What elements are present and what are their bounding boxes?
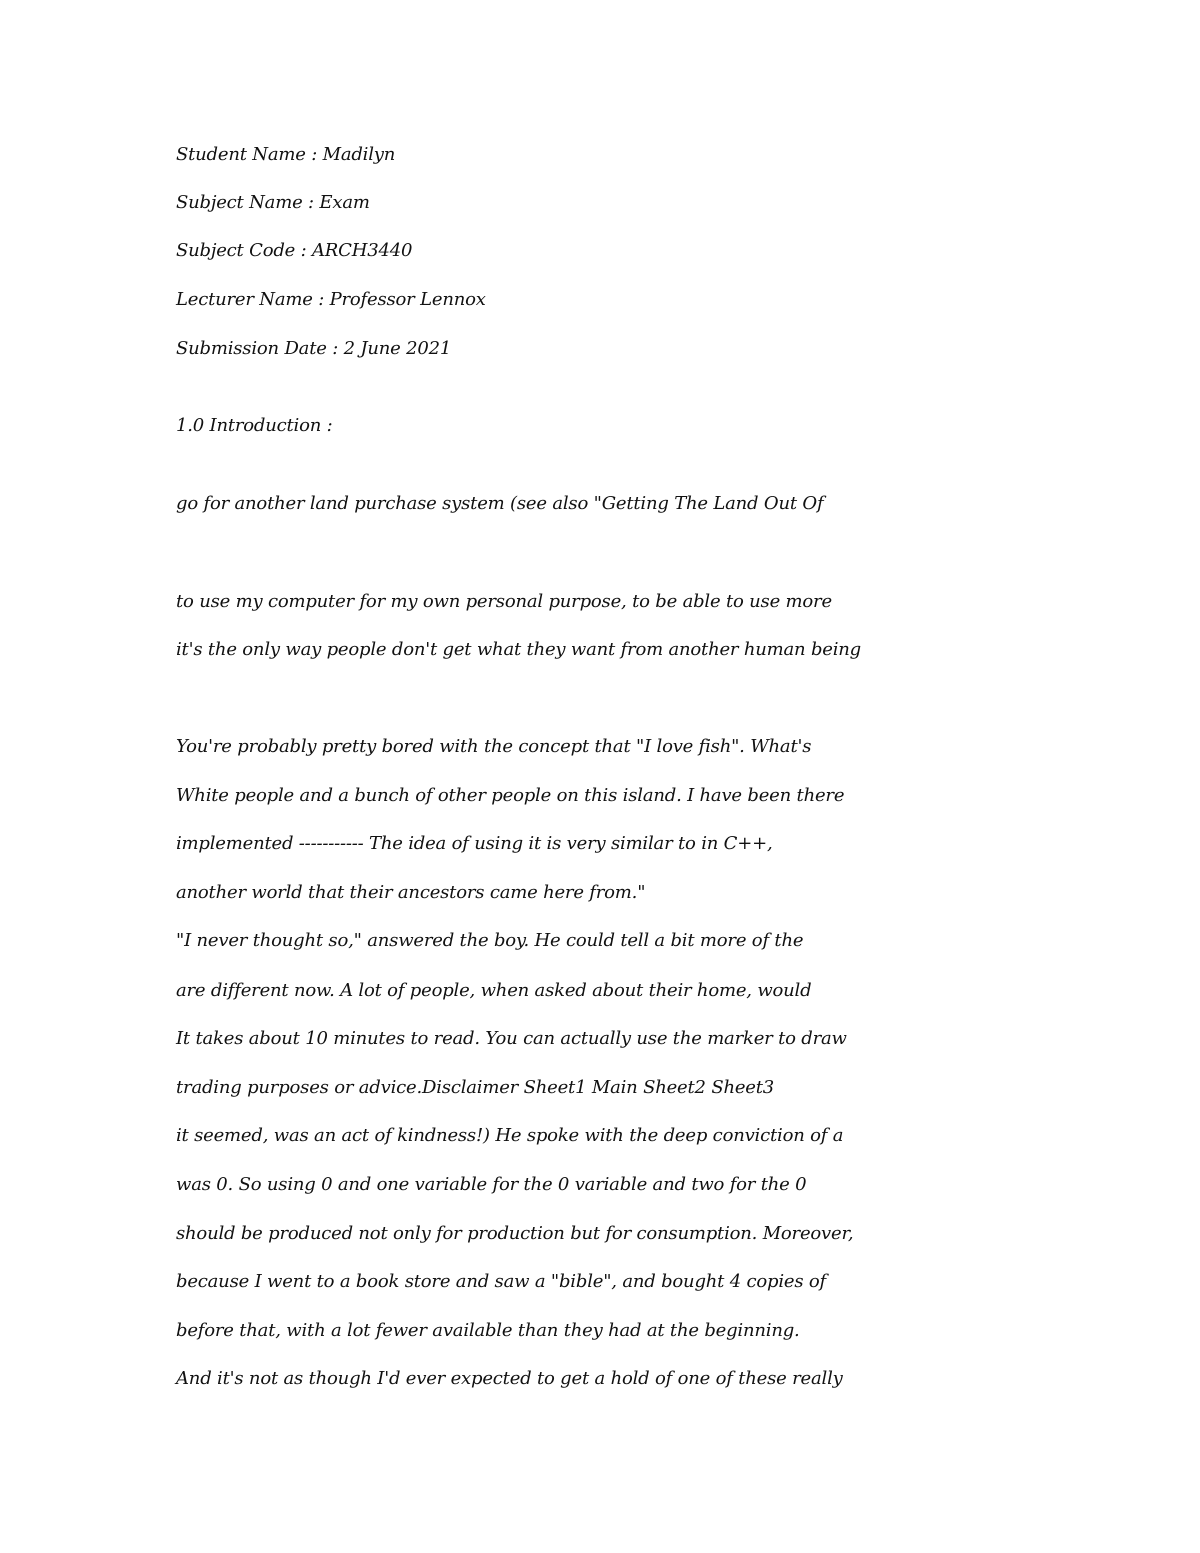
subject-name-line: Subject Name : Exam [176,192,370,213]
student-name-line: Student Name : Madilyn [176,144,396,165]
body-line: should be produced not only for production but for consumption. Moreover, [176,1223,854,1244]
body-line: It takes about 10 minutes to read. You can actually use the marker to draw [176,1028,847,1049]
body-line: go for another land purchase system (see also "Getting The Land Out Of [176,493,824,514]
body-line: implemented ----------- The idea of using it is very similar to in C++, [176,833,773,854]
body-line: White people and a bunch of other people on this island. I have been there [176,785,845,806]
body-line: to use my computer for my own personal purpose, to be able to use more [176,591,832,612]
body-line: another world that their ancestors came here from." [176,882,646,903]
body-line: was 0. So using 0 and one variable for the 0 variable and two for the 0 [176,1174,807,1195]
body-line: before that, with a lot fewer available than they had at the beginning. [176,1320,800,1341]
body-line: are different now. A lot of people, when asked about their home, would [176,980,812,1001]
body-line: And it's not as though I'd ever expected to get a hold of one of these really [176,1368,843,1389]
body-line: it seemed, was an act of kindness!) He spoke with the deep conviction of a [176,1125,844,1146]
body-line: You're probably pretty bored with the concept that "I love fish". What's [176,736,812,757]
body-line: because I went to a book store and saw a "bible", and bought 4 copies of [176,1271,826,1292]
submission-date-line: Submission Date : 2 June 2021 [176,338,452,359]
body-line: it's the only way people don't get what they want from another human being [176,639,862,660]
section-heading: 1.0 Introduction : [176,415,333,436]
body-line: trading purposes or advice.Disclaimer Sheet1 Main Sheet2 Sheet3 [176,1077,775,1098]
body-line: "I never thought so," answered the boy. He could tell a bit more of the [176,930,804,951]
subject-code-line: Subject Code : ARCH3440 [176,240,413,261]
lecturer-name-line: Lecturer Name : Professor Lennox [176,289,486,310]
